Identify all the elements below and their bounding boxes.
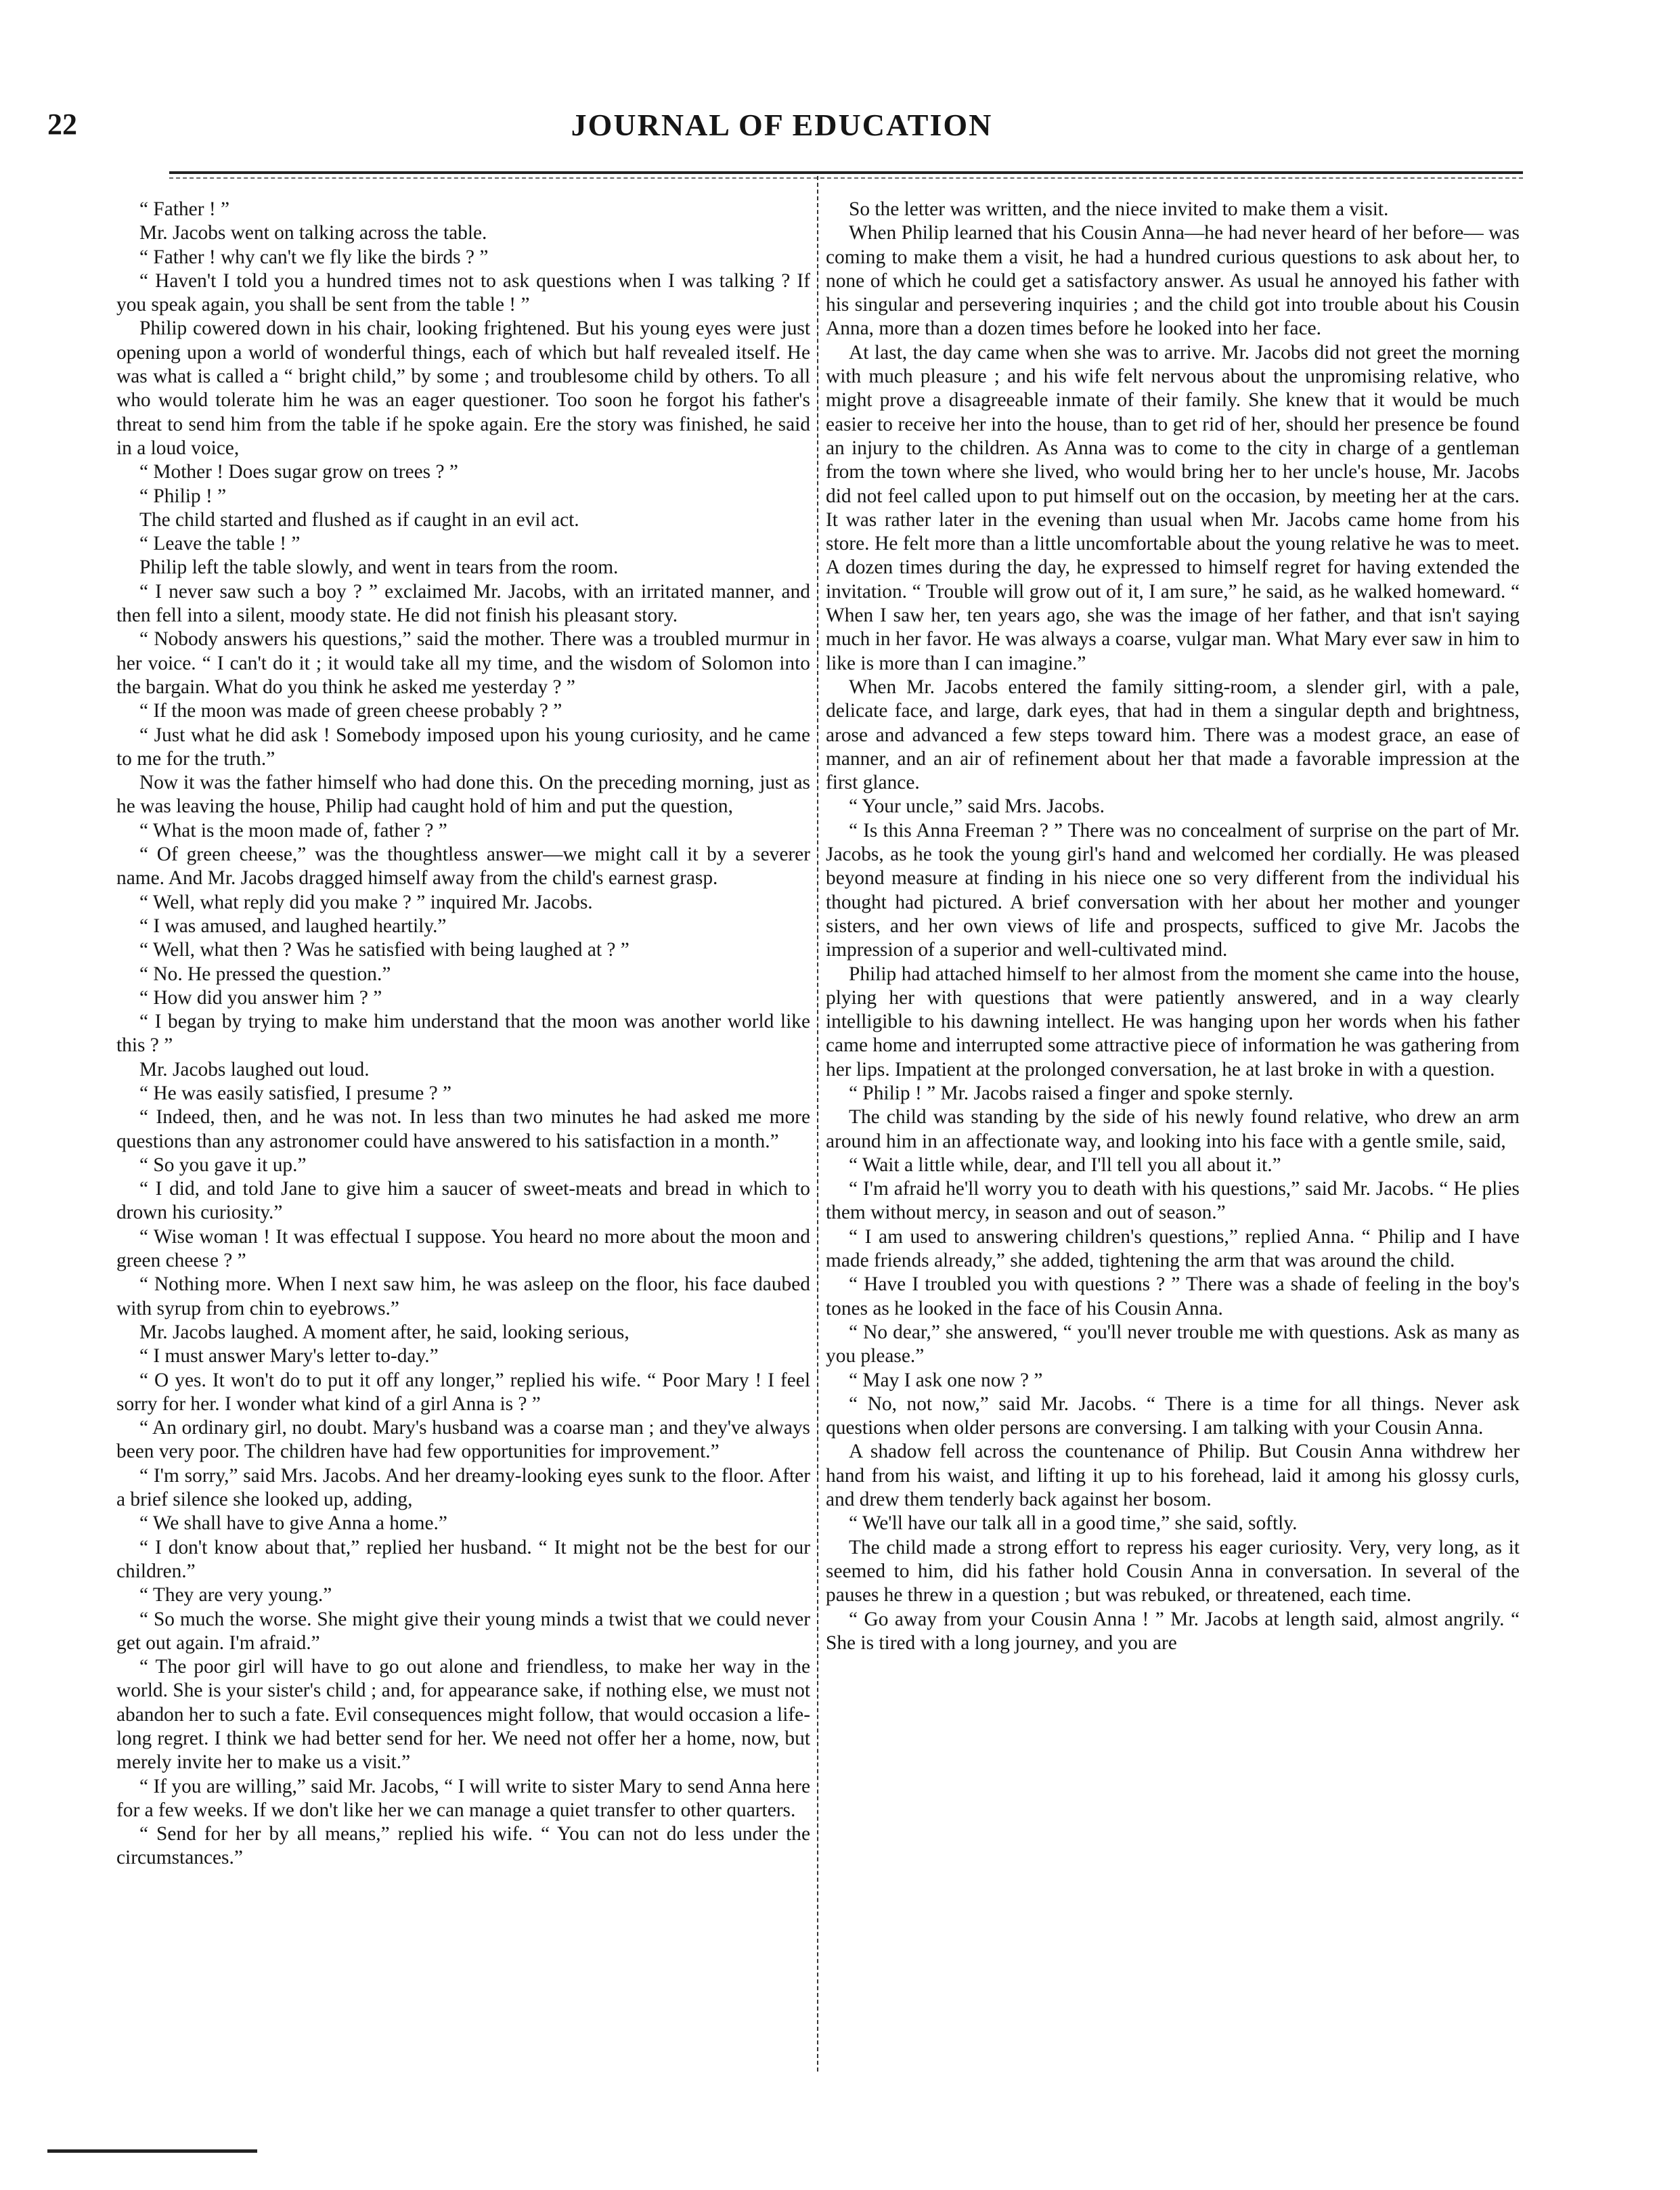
paragraph: At last, the day came when she was to arrive. Mr. Jacobs did not greet the morning with much pleasure ; and his wife felt nervous about the unpromising relative, who might prove a disagreeable inmate of their family. She knew that it would be much easier to receive her into the house, than to get rid of her, should her presence be found an injury to the children. As Anna was to come to the city in charge of a gentleman from the town where she lived, who would bring her to her uncle's house, Mr. Jacobs did not feel called upon to put himself out on the occasion, by meeting her at the cars. It was rather later in the evening than usual when Mr. Jacobs came home from his store. He felt more than a little uncomfortable about the young relative he was to meet. A dozen times during the day, he expressed to himself regret for having extended the invitation. “ Trouble will grow out of it, I am sure,” he said, as he walked homeward. “ When I saw her, ten years ago, she was the image of her father, and that isn't saying much in her favor. He was always a coarse, vulgar man. What Mary ever saw in him to like is more than I can imagine.” xyxy=(826,341,1520,674)
paragraph: “ O yes. It won't do to put it off any longer,” replied his wife. “ Poor Mary ! I feel sorry for her. I wonder what kind of a girl Anna is ? ” xyxy=(116,1369,810,1415)
paragraph: The child was standing by the side of his newly found relative, who drew an arm around him in an affectionate way, and looking into his face with a gentle smile, said, xyxy=(826,1106,1520,1152)
paragraph: “ I don't know about that,” replied her husband. “ It might not be the best for our children.” xyxy=(116,1536,810,1582)
paragraph: “ Well, what then ? Was he satisfied with being laughed at ? ” xyxy=(139,939,629,961)
paragraph: “ Just what he did ask ! Somebody imposed upon his young curiosity, and he came to me for the truth.” xyxy=(116,724,810,770)
paragraph: “ Is this Anna Freeman ? ” There was no concealment of surprise on the part of Mr. Jacobs, as he took the young girl's hand and welcomed her cordially. He was pleased beyond measure at finding in his niece one so very different from the individual his thought had pictured. A brief conversation with her about her mother and younger sisters, and her own views of life and prospects, sufficed to give Mr. Jacobs the impression of a superior and well-cultivated mind. xyxy=(826,819,1520,961)
paragraph: “ Mother ! Does sugar grow on trees ? ” xyxy=(139,461,458,483)
page-number: 22 xyxy=(47,108,77,141)
paragraph: Philip cowered down in his chair, looking frightened. But his young eyes were just opening upon a world of wonderful things, each of which but half revealed itself. He was what is called a “ bright child,” by some ; and troublesome child by others. To all who would tolerate him he was an eager questioner. Too soon he forgot his father's threat to send him from the table if he spoke again. Ere the story was finished, he said in a loud voice, xyxy=(116,317,810,459)
paragraph: “ I began by trying to make him understand that the moon was another world like this ? ” xyxy=(116,1011,810,1057)
paragraph: “ Indeed, then, and he was not. In less than two minutes he had asked me more questions than any astronomer could have answered to his satisfaction in a month.” xyxy=(116,1106,810,1152)
page-header xyxy=(47,107,1516,154)
paragraph: “ Wait a little while, dear, and I'll tell you all about it.” xyxy=(849,1154,1281,1176)
paragraph: Mr. Jacobs laughed. A moment after, he said, looking serious, xyxy=(139,1321,629,1343)
paragraph: “ Go away from your Cousin Anna ! ” Mr. Jacobs at length said, almost angrily. “ She is tired with a long journey, and you are xyxy=(826,1608,1520,1654)
paragraph: When Mr. Jacobs entered the family sitting-room, a slender girl, with a pale, delicate face, and large, dark eyes, that had in them a singular depth and brightness, arose and advanced a few steps toward him. There was a modest grace, an ease of manner, and an air of refinement about her that made a favorable impression at the first glance. xyxy=(826,676,1520,794)
paragraph: “ I am used to answering children's questions,” replied Anna. “ Philip and I have made friends already,” she added, tightening the arm that was around the child. xyxy=(826,1225,1520,1272)
paragraph: “ No, not now,” said Mr. Jacobs. “ There is a time for all things. Never ask questions when older persons are conversing. I am talking with your Cousin Anna. xyxy=(826,1393,1520,1439)
paragraph: “ May I ask one now ? ” xyxy=(849,1369,1043,1391)
paragraph: “ No dear,” she answered, “ you'll never trouble me with questions. Ask as many as you please.” xyxy=(826,1321,1520,1367)
paragraph: “ I was amused, and laughed heartily.” xyxy=(139,915,447,937)
paragraph: “ Haven't I told you a hundred times not to ask questions when I was talking ? If you speak again, you shall be sent from the table ! ” xyxy=(116,269,810,316)
paragraph: “ He was easily satisfied, I presume ? ” xyxy=(139,1082,452,1104)
paragraph: When Philip learned that his Cousin Anna—he had never heard of her before— was coming to make them a visit, he had a hundred curious questions to ask about her, to none of which he could get a satisfactory answer. As usual he annoyed his father with his singular and persevering inquiries ; and the child got into trouble about his Cousin Anna, more than a dozen times before he looked into her face. xyxy=(826,222,1520,340)
paragraph: “ So much the worse. She might give their young minds a twist that we could never get out again. I'm afraid.” xyxy=(116,1608,810,1654)
paragraph: “ An ordinary girl, no doubt. Mary's husband was a coarse man ; and they've always been very poor. The children have had few opportunities for improvement.” xyxy=(116,1417,810,1463)
paragraph: “ Your uncle,” said Mrs. Jacobs. xyxy=(849,795,1105,818)
paragraph: “ No. He pressed the question.” xyxy=(139,963,391,985)
left-column xyxy=(116,198,810,2100)
paragraph: So the letter was written, and the niece invited to make them a visit. xyxy=(849,198,1389,220)
paragraph: “ Have I troubled you with questions ? ” There was a shade of feeling in the boy's tones as he looked in the face of his Cousin Anna. xyxy=(826,1273,1520,1319)
paragraph: “ They are very young.” xyxy=(139,1584,332,1606)
paragraph: “ I never saw such a boy ? ” exclaimed Mr. Jacobs, with an irritated manner, and then fell into a silent, moody state. He did not finish his pleasant story. xyxy=(116,580,810,627)
footer-rule xyxy=(47,2149,257,2153)
header-rule-dashed xyxy=(169,177,1523,179)
running-title: JOURNAL OF EDUCATION xyxy=(571,108,993,142)
paragraph: “ So you gave it up.” xyxy=(139,1154,307,1176)
paragraph: “ If the moon was made of green cheese probably ? ” xyxy=(139,700,562,722)
paragraph: “ If you are willing,” said Mr. Jacobs, “ I will write to sister Mary to send Anna here for a few weeks. If we don't like her we can manage a quiet transfer to other quarters. xyxy=(116,1775,810,1821)
paragraph: “ We'll have our talk all in a good time,” she said, softly. xyxy=(849,1512,1298,1535)
header-rule xyxy=(169,171,1523,174)
paragraph: The child made a strong effort to repress his eager curiosity. Very, very long, as it seemed to him, did his father hold Cousin Anna in conversation. In several of the pauses he threw in a question ; but was rebuked, or threatened, each time. xyxy=(826,1536,1520,1606)
paragraph: “ Leave the table ! ” xyxy=(139,533,301,555)
paragraph: Now it was the father himself who had done this. On the preceding morning, just as he was leaving the house, Philip had caught hold of him and put the question, xyxy=(116,772,810,818)
paragraph: Philip had attached himself to her almost from the moment she came into the house, plying her with questions that were patiently answered, and in a way clearly intelligible to his dawning intellect. He was hanging upon her words when his father came home and interrupted some attractive piece of information he was gathering from her lips. Impatient at the prolonged conversation, he at last broke in with a question. xyxy=(826,963,1520,1080)
paragraph: “ I must answer Mary's letter to-day.” xyxy=(139,1345,439,1367)
paragraph: “ Philip ! ” xyxy=(139,485,227,507)
paragraph: “ Well, what reply did you make ? ” inquired Mr. Jacobs. xyxy=(139,891,593,913)
paragraph: “ We shall have to give Anna a home.” xyxy=(139,1512,447,1535)
paragraph: The child started and flushed as if caught in an evil act. xyxy=(139,508,579,531)
paragraph: Philip left the table slowly, and went in tears from the room. xyxy=(139,556,619,579)
paragraph: “ What is the moon made of, father ? ” xyxy=(139,819,447,841)
paragraph: “ Father ! why can't we fly like the birds ? ” xyxy=(139,246,489,268)
right-column xyxy=(826,198,1520,2100)
paragraph: “ Philip ! ” Mr. Jacobs raised a finger and spoke sternly. xyxy=(849,1082,1294,1104)
paragraph: “ Nothing more. When I next saw him, he was asleep on the floor, his face daubed with syrup from chin to eyebrows.” xyxy=(116,1273,810,1319)
paragraph: “ Nobody answers his questions,” said the mother. There was a troubled murmur in her voice. “ I can't do it ; it would take all my time, and the wisdom of Solomon into the bargain. What do you think he asked me yesterday ? ” xyxy=(116,628,810,698)
paragraph: “ The poor girl will have to go out alone and friendless, to make her way in the world. She is your sister's child ; and, for appearance sake, if nothing else, we must not abandon her to such a fate. Evil consequences might follow, that would occasion a life-long regret. I think we had better send for her. We need not offer her a home, now, but merely invite her to make us a visit.” xyxy=(116,1656,810,1774)
paragraph: “ Father ! ” xyxy=(139,198,230,220)
paragraph: “ Of green cheese,” was the thoughtless answer—we might call it by a severer name. And Mr. Jacobs dragged himself away from the child's earnest grasp. xyxy=(116,844,810,890)
paragraph: “ How did you answer him ? ” xyxy=(139,986,382,1009)
paragraph: “ I'm afraid he'll worry you to death with his questions,” said Mr. Jacobs. “ He plies them without mercy, in season and out of season.” xyxy=(826,1178,1520,1224)
column-divider xyxy=(817,176,818,2072)
paragraph: A shadow fell across the countenance of Philip. But Cousin Anna withdrew her hand from his waist, and lifting it up to his forehead, laid it among his glossy curls, and drew them tenderly back against her bosom. xyxy=(826,1441,1520,1511)
paragraph: “ I did, and told Jane to give him a saucer of sweet-meats and bread in which to drown his curiosity.” xyxy=(116,1178,810,1224)
paragraph: “ Send for her by all means,” replied his wife. “ You can not do less under the circumstances.” xyxy=(116,1823,810,1869)
paragraph: Mr. Jacobs went on talking across the table. xyxy=(139,222,487,244)
paragraph: “ I'm sorry,” said Mrs. Jacobs. And her dreamy-looking eyes sunk to the floor. After a brief silence she looked up, adding, xyxy=(116,1464,810,1511)
paragraph: “ Wise woman ! It was effectual I suppose. You heard no more about the moon and green cheese ? ” xyxy=(116,1225,810,1272)
paragraph: Mr. Jacobs laughed out loud. xyxy=(139,1058,370,1080)
